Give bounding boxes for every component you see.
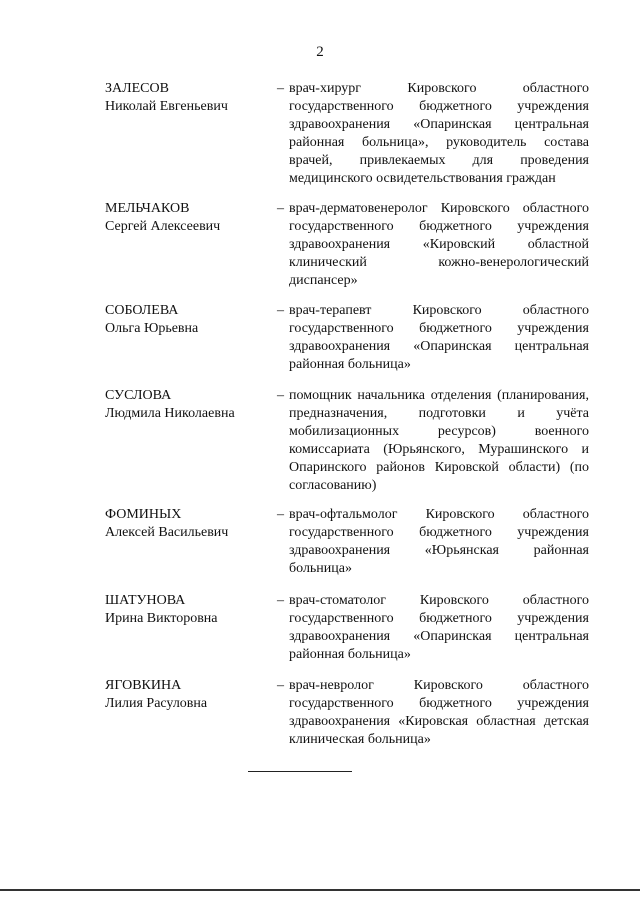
member-surname: ШАТУНОВА — [105, 593, 186, 608]
member-position-text: врач-офтальмолог Кировского областного государственного бюджетного учреждения здравоохранения «Юрьянская районная больница» — [289, 507, 589, 576]
member-position-text: врач-дерматовенеролог Кировского областного государственного бюджетного учреждения здравоохранения «Кировский областной клинический кожно-венерологический диспансер» — [289, 201, 589, 288]
member-name — [105, 677, 275, 713]
member-position — [277, 592, 589, 664]
member-given-name: Лилия Расуловна — [105, 696, 208, 711]
member-given-name: Ольга Юрьевна — [105, 321, 199, 336]
member-surname: ЗАЛЕСОВ — [105, 81, 169, 96]
member-surname: ФОМИНЫХ — [105, 507, 182, 522]
member-given-name: Сергей Алексеевич — [105, 219, 221, 234]
dash-marker: – — [277, 593, 284, 608]
member-surname: МЕЛЬЧАКОВ — [105, 201, 190, 216]
member-surname: ЯГОВКИНА — [105, 678, 182, 693]
member-position-text: врач-стоматолог Кировского областного государственного бюджетного учреждения здравоохранения «Опаринская центральная районная больница» — [289, 593, 589, 662]
member-position — [277, 80, 589, 188]
page-number: 2 — [316, 44, 324, 60]
member-position — [277, 677, 589, 749]
member-surname: СОБОЛЕВА — [105, 303, 179, 318]
member-name — [105, 506, 275, 542]
member-position — [277, 302, 589, 374]
member-name — [105, 592, 275, 628]
dash-marker: – — [277, 678, 284, 693]
member-given-name: Ирина Викторовна — [105, 611, 218, 626]
member-name — [105, 200, 275, 236]
dash-marker: – — [277, 388, 284, 403]
dash-marker: – — [277, 303, 284, 318]
member-position-text: врач-хирург Кировского областного государственного бюджетного учреждения здравоохранения «Опаринская центральная районная больница», руководитель состава врачей, привлекаемых для проведения медицинского освидетельствования граждан — [289, 81, 589, 186]
member-name — [105, 80, 275, 116]
dash-marker: – — [277, 81, 284, 96]
member-surname: СУСЛОВА — [105, 388, 172, 403]
member-position-text: врач-невролог Кировского областного государственного бюджетного учреждения здравоохранения «Кировская областная детская клиническая больница» — [289, 678, 589, 747]
member-position — [277, 387, 589, 495]
member-position — [277, 506, 589, 578]
member-position-text: врач-терапевт Кировского областного государственного бюджетного учреждения здравоохранения «Опаринская центральная районная больница» — [289, 303, 589, 372]
dash-marker: – — [277, 507, 284, 522]
member-given-name: Алексей Васильевич — [105, 525, 229, 540]
member-position — [277, 200, 589, 290]
member-given-name: Людмила Николаевна — [105, 406, 235, 421]
bottom-page-rule — [0, 889, 640, 891]
member-name — [105, 387, 275, 423]
member-position-text: помощник начальника отделения (планирования, предназначения, подготовки и учёта мобилизационных ресурсов) военного комиссариата (Юрьянского, Мурашинского и Опаринского районов Кировской области) (по согласованию) — [289, 388, 589, 493]
member-given-name: Николай Евгеньевич — [105, 99, 228, 114]
dash-marker: – — [277, 201, 284, 216]
end-divider — [248, 771, 352, 772]
member-name — [105, 302, 275, 338]
